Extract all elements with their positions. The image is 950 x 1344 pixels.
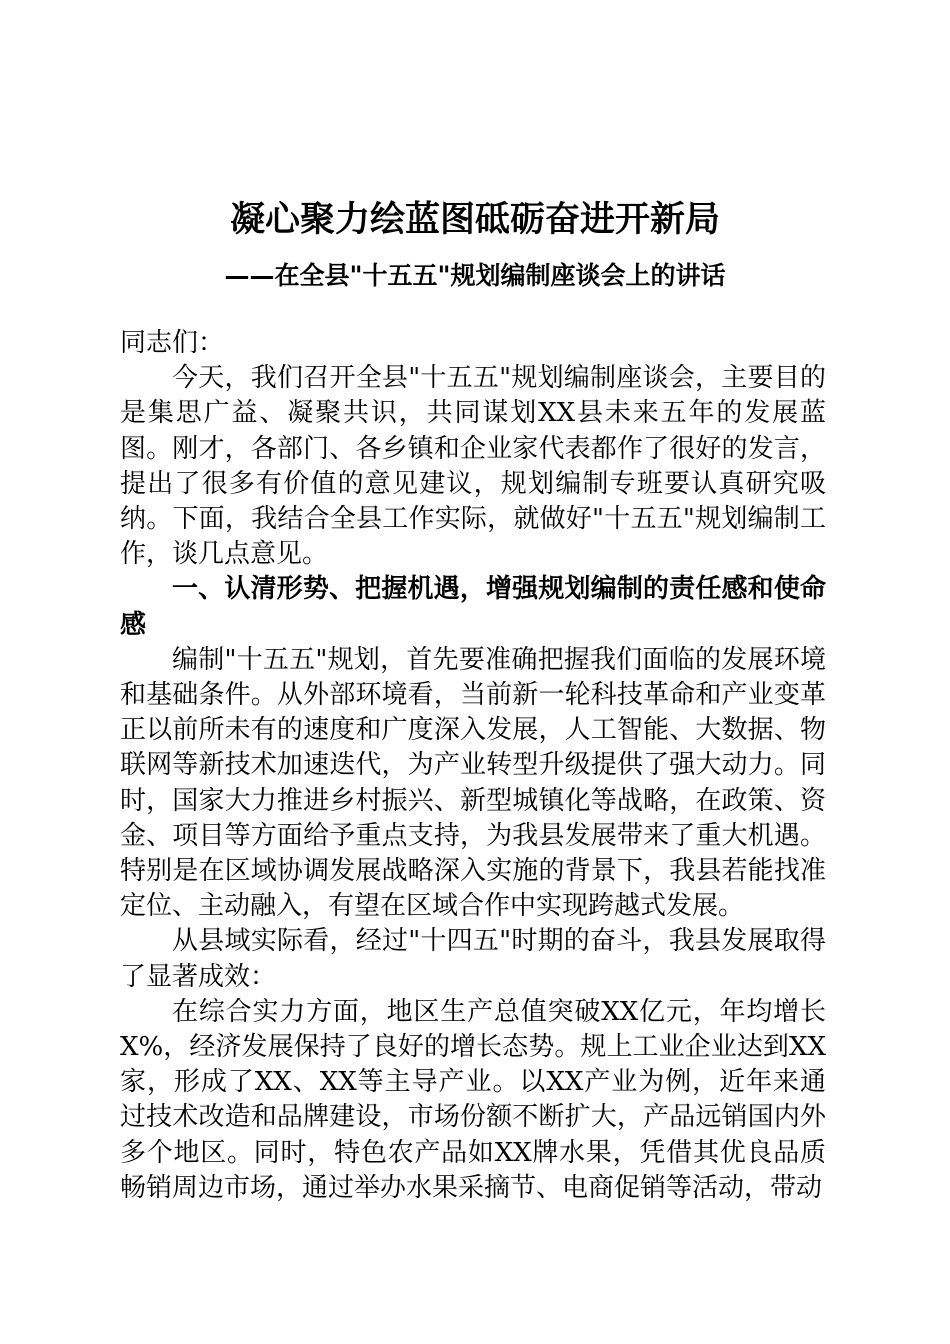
paragraph-environment: 编制"十五五"规划，首先要准确把握我们面临的发展环境和基础条件。从外部环境看，当前新一轮科技革命和产业变革正以前所未有的速度和广度深入发展，人工智能、大数据、物联网等新技术加速迭代，为产业转型升级提供了强大动力。同时，国家大力推进乡村振兴、新型城镇化等战略，在政策、资金、项目等方面给予重点支持，为我县发展带来了重大机遇。特别是在区域协调发展战略深入实施的背景下，我县若能找准定位、主动融入，有望在区域合作中实现跨越式发展。 (120, 644, 826, 922)
paragraph-county-status: 从县域实际看，经过"十四五"时期的奋斗，我县发展取得了显著成效： (120, 926, 826, 992)
salutation: 同志们： (120, 328, 225, 358)
document-title: 凝心聚力绘蓝图砥砺奋进开新局 (229, 199, 720, 240)
document-body (120, 326, 826, 1206)
document-subtitle: ——在全县"十五五"规划编制座谈会上的讲话 (224, 261, 726, 290)
section-heading-1: 一、认清形势、把握机遇，增强规划编制的责任感和使命感 (120, 574, 826, 640)
paragraph-intro: 今天，我们召开全县"十五五"规划编制座谈会，主要目的是集思广益、凝聚共识，共同谋划XX县未来五年的发展蓝图。刚才，各部门、各乡镇和企业家代表都作了很好的发言，提出了很多有价值的意见建议，规划编制专班要认真研究吸纳。下面，我结合全县工作实际，就做好"十五五"规划编制工作，谈几点意见。 (120, 363, 826, 570)
paragraph-comprehensive-strength: 在综合实力方面，地区生产总值突破XX亿元，年均增长X%，经济发展保持了良好的增长态势。规上工业企业达到XX家，形成了XX、XX等主导产业。以XX产业为例，近年来通过技术改造和品牌建设，市场份额不断扩大，产品远销国内外多个地区。同时，特色农产品如XX牌水果，凭借其优良品质畅销周边市场，通过举办水果采摘节、电商促销等活动，带动 (120, 996, 826, 1203)
